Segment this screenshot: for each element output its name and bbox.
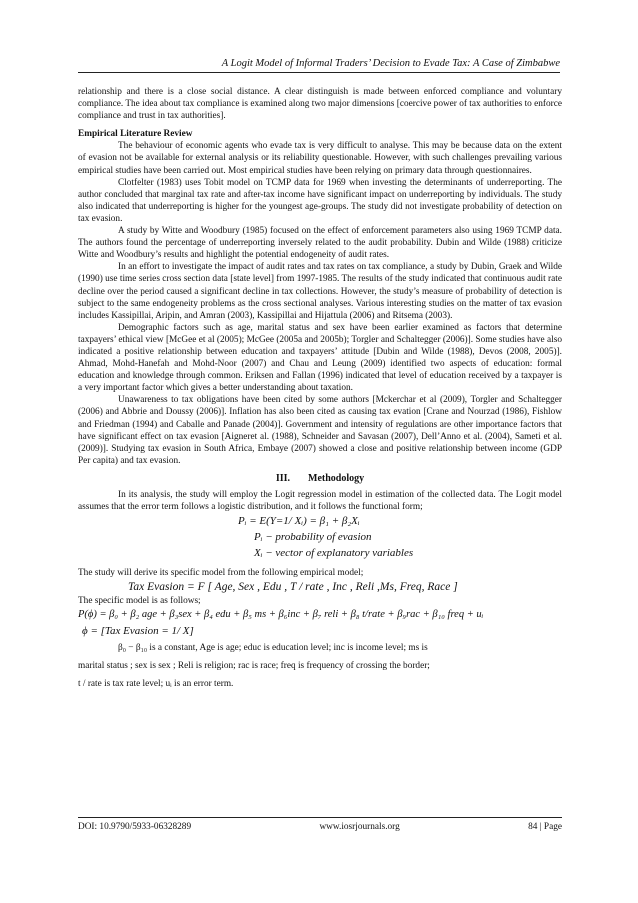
footer-page-number: 84 | Page [528,822,562,832]
page-body [78,86,562,693]
paragraph-lit-1: The behaviour of economic agents who evade tax is very difficult to analyse. This may be because data on the extent of evasion not be available for external analysis or its reliability questionable. However, with such challenges prevailing various empirical studies have been carried out. Most empirical studies have been relying on primary data through questionnaires. [78,141,562,176]
page-footer [78,817,562,832]
variable-definitions-2: marital status ; sex is sex ; Reli is religion; rac is race; freq is frequency of crossing the border; [78,661,430,672]
paragraph-lit-2: Clotfelter (1983) uses Tobit model on TCMP data for 1969 when investing the determinants of underreporting. The author concluded that marginal tax rate and after-tax income have significant impact on underreporting by individuals. The study also indicated that underreporting is higher for the youngest age-groups. The study did not investigate probability of detection on tax evasion. [78,177,562,224]
running-header: A Logit Model of Informal Traders’ Decision to Evade Tax: A Case of Zimbabwe [78,58,560,73]
variable-definitions-1: β₀ − β₁₀ is a constant, Age is age; educ is education level; inc is income level; ms is [118,643,428,654]
variable-definitions-3: t / rate is tax rate level; uᵢ is an error term. [78,679,234,690]
paragraph-meth-1: In its analysis, the study will employ the Logit regression model in estimation of the collected data. The Logit model assumes that the error term follows a logistic distribution, and it follows the functional form; [78,490,562,513]
equation-specific: P(ϕ) = β₀ + β₂ age + β₃sex + β₄ edu + β₅ ms + β₆inc + β₇ reli + β₈ t/rate + β₉rac + β₁₀ freq + uᵢ [78,609,484,621]
paragraph-lit-4: In an effort to investigate the impact of audit rates and tax rates on tax compliance, a study by Dubin, Graek and Wilde (1990) use time series cross section data [state level] from 1997-1985. The results of the study indicated that continuous audit rate decline over the period caused a significant decline in tax collections. However, the study’s measure of probability of detection is subject to the same endogeneity problems as the cross sectional analyses. Various interesting studies on the matter of tax evasion includes Kassipillai, Aripin, and Amran (2003), Kassipillai and Hijattula (2006) and Ritsema (2003). [78,262,562,321]
section-number: III. [275,472,291,484]
paragraph-lit-5: Demographic factors such as age, marital status and sex have been earlier examined as factors that determine taxpayers’ ethical view [McGee et al (2005); McGee (2005a and 2005b); Torgler and Schaltegger (2006)]. Some studies have also indicated a positive relationship between education and taxpayers’ attitude [Dubin and Wilde (1988), Devos (2008, 2005)]. Ahmad, Mohd-Hanefah and Mohd-Noor (2007) and Chau and Leung (2009) identified two aspects of education: formal education and knowledge through common. Eriksen and Fallan (1996) indicated that level of education received by a taxpayer is a very important factor which gives a better understanding about taxation. [78,322,562,394]
equation-def-x: Xᵢ − vector of explanatory variables [254,547,414,560]
paragraph-intro: relationship and there is a close social distance. A clear distinguish is made between enforced compliance and voluntary compliance. The idea about tax compliance is examined along two major dimensions [coercive power of tax authorities to enforce compliance and trust in tax authorities]. [78,87,562,122]
paragraph-lit-6: Unawareness to tax obligations have been cited by some authors [Mckerchar et al (2009), Torgler and Schaltegger (2006) and Abbrie and Doussy (2006)]. Inflation has also been cited as causing tax evation [Crane and Nourzad (1986), Fishlow and Friedman (1994) and Caballe and Panade (2004)]. Government and intensity of regulations are other importance factors that have significant effect on tax evasion [Aigneret al. (1988), Schneider and Savasan (2007), Dell’Anno et al. (2004), Sameti et al. (2009)]. Studying tax evasion in South Africa, Embaye (2007) showed a close and positive relationship between income (GDP Per capita) and tax evasion. [78,395,562,466]
equation-empirical: Tax Evasion = F [ Age, Sex , Edu , T / rate , Inc , Reli ,Ms, Freq, Race ] [128,581,458,594]
section-heading-methodology [78,473,562,485]
equation-def-p: Pᵢ − probability of evasion [254,531,372,544]
equation-phi: ϕ = [Tax Evasion = 1/ X] [82,625,194,638]
section-heading-literature: Empirical Literature Review [78,129,193,140]
equation-logit: Pᵢ = E(Y=1/ Xᵢ) = β₁ + β₂Xᵢ [238,515,360,528]
footer-doi: DOI: 10.9790/5933-06328289 [78,822,192,832]
section-title: Methodology [308,472,365,484]
paragraph-lit-3: A study by Witte and Woodbury (1985) focused on the effect of enforcement parameters also using 1969 TCMP data. The authors found the percentage of underreporting inversely related to the audit probability. Dubin and Wilde (1988) criticize Witte and Woodbury’s results and highlight the potential endogeneity of audit rates. [78,226,562,261]
paragraph-meth-3: The specific model is as follows; [78,596,201,607]
paragraph-meth-2: The study will derive its specific model from the following empirical model; [78,568,364,579]
footer-website: www.iosrjournals.org [319,822,400,832]
